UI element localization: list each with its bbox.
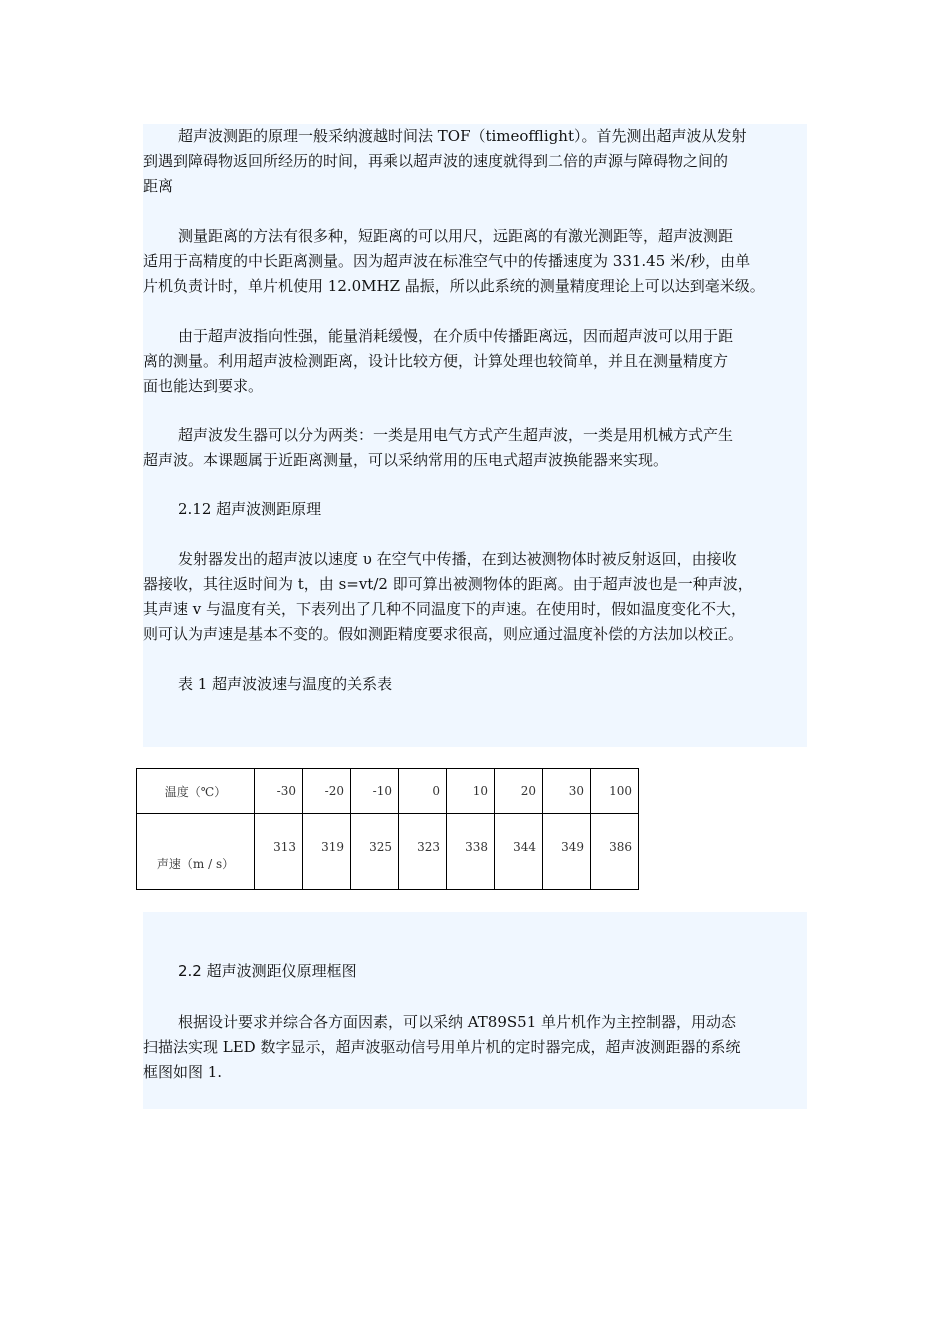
table-row-header: 温度（℃）	[137, 769, 255, 814]
speed-temperature-table	[136, 768, 639, 890]
table-cell: 325	[351, 814, 399, 890]
table-cell: 344	[495, 814, 543, 890]
paragraph-line: 超声波发生器可以分为两类：一类是用电气方式产生超声波，一类是用机械方式产生	[178, 426, 734, 444]
table-cell: 338	[447, 814, 495, 890]
table-cell: 10	[447, 769, 495, 814]
table-cell: 0	[399, 769, 447, 814]
paragraph-line: 由于超声波指向性强，能量消耗缓慢，在介质中传播距离远，因而超声波可以用于距	[178, 327, 734, 345]
table-cell: 20	[495, 769, 543, 814]
table-cell: -20	[303, 769, 351, 814]
paragraph-line: 测量距离的方法有很多种，短距离的可以用尺，远距离的有激光测距等，超声波测距	[178, 227, 734, 245]
section-heading: 2.12 超声波测距原理	[178, 500, 322, 518]
paragraph-line: 到遇到障碍物返回所经历的时间，再乘以超声波的速度就得到二倍的声源与障碍物之间的	[143, 152, 729, 170]
paragraph-line: 框图如图 1.	[143, 1063, 223, 1081]
table-caption: 表 1 超声波波速与温度的关系表	[178, 675, 393, 693]
paragraph-line: 适用于高精度的中长距离测量。因为超声波在标准空气中的传播速度为 331.45 米/秒，由单	[143, 252, 751, 270]
text-section-top	[143, 124, 807, 747]
table-row	[137, 814, 639, 890]
table-row-header: 声速（m / s）	[137, 814, 255, 890]
section-heading: 2.2 超声波测距仪原理框图	[178, 962, 357, 980]
paragraph-line: 其声速 v 与温度有关，下表列出了几种不同温度下的声速。在使用时，假如温度变化不大，	[143, 600, 747, 618]
table-row	[137, 769, 639, 814]
paragraph-line: 片机负责计时，单片机使用 12.0MHZ 晶振，所以此系统的测量精度理论上可以达到毫米级。	[143, 277, 765, 295]
paragraph-line: 扫描法实现 LED 数字显示，超声波驱动信号用单片机的定时器完成，超声波测距器的系统	[143, 1038, 741, 1056]
paragraph-line: 超声波测距的原理一般采纳渡越时间法 TOF（timeofflight）。首先测出超声波从发射	[178, 127, 747, 145]
table-cell: 323	[399, 814, 447, 890]
table-cell: 386	[591, 814, 639, 890]
paragraph-line: 离的测量。利用超声波检测距离，设计比较方便，计算处理也较简单，并且在测量精度方	[143, 352, 729, 370]
table-cell: 349	[543, 814, 591, 890]
table-cell: -10	[351, 769, 399, 814]
paragraph-line: 发射器发出的超声波以速度 υ 在空气中传播，在到达被测物体时被反射返回，由接收	[178, 550, 737, 568]
table-cell: 313	[255, 814, 303, 890]
table-cell: 319	[303, 814, 351, 890]
paragraph-line: 则可认为声速是基本不变的。假如测距精度要求很高，则应通过温度补偿的方法加以校正。	[143, 625, 744, 643]
paragraph-line: 根据设计要求并综合各方面因素，可以采纳 AT89S51 单片机作为主控制器，用动态	[178, 1013, 737, 1031]
table-cell: -30	[255, 769, 303, 814]
paragraph-line: 距离	[143, 177, 174, 195]
paragraph-line: 面也能达到要求。	[143, 377, 264, 395]
paragraph-line: 超声波。本课题属于近距离测量，可以采纳常用的压电式超声波换能器来实现。	[143, 451, 669, 469]
text-section-bottom	[143, 912, 807, 1109]
paragraph-line: 器接收，其往返时间为 t，由 s=vt/2 即可算出被测物体的距离。由于超声波也是一种声波，	[143, 575, 753, 593]
table-cell: 30	[543, 769, 591, 814]
table-cell: 100	[591, 769, 639, 814]
